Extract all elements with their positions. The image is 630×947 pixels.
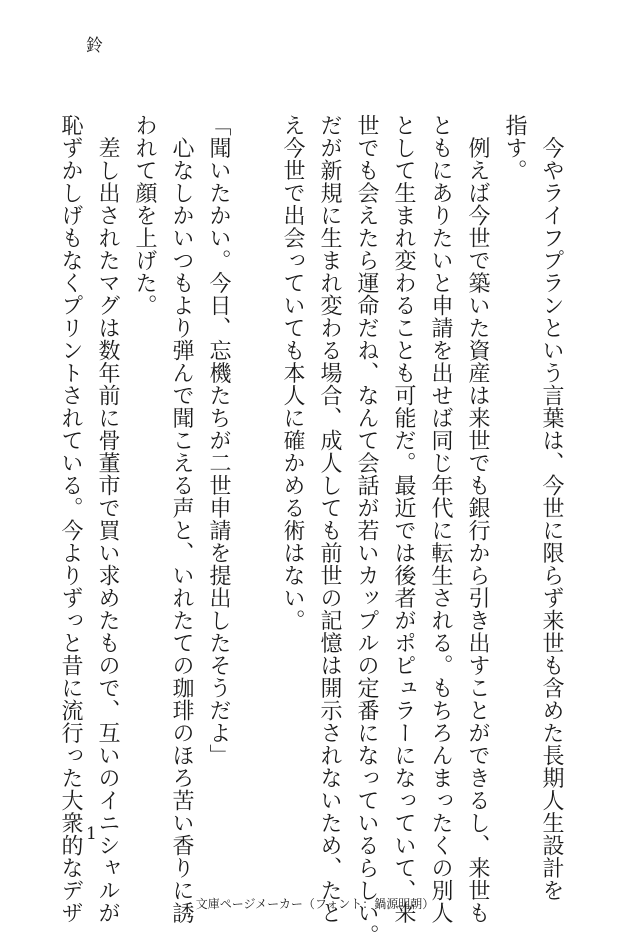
text-column: 世でも会えたら運命だね、なんて会話が若いカップルの定番になっているらしい。 bbox=[354, 114, 379, 947]
text-column: 今やライフプランという言葉は、今世に限らず来世も含めた長期人生設計を bbox=[539, 114, 564, 902]
text-column: だが新規に生まれ変わる場合、成人しても前世の記憶は開示されないため、たと bbox=[317, 114, 342, 924]
page-number: 1 bbox=[86, 824, 97, 844]
footer-credit: 文庫ページメーカー（フォント：鍋源明朝） bbox=[195, 897, 435, 911]
blank-column bbox=[237, 114, 274, 790]
text-column: 例えば今世で築いた資産は来世でも銀行から引き出すことができるし、来世も bbox=[465, 114, 490, 924]
text-column: 差し出されたマグは数年前に骨董市で買い求めたもので、互いのイニシャルが bbox=[95, 114, 120, 924]
text-column: ともにありたいと申請を出せば同じ年代に転生される。もちろんまったくの別人 bbox=[428, 114, 453, 924]
author-name: 鈴 bbox=[86, 36, 103, 56]
text-column: え今世で出会っていても本人に確かめる術はない。 bbox=[280, 114, 305, 632]
text-column: 指す。 bbox=[502, 114, 527, 182]
text-column: われて顔を上げた。 bbox=[132, 114, 157, 317]
text-column: として生まれ変わることも可能だ。最近では後者がポピュラーになっていて、来 bbox=[391, 114, 416, 924]
text-column: 恥ずかしげもなくプリントされている。今よりずっと昔に流行った大衆的なデザ bbox=[58, 114, 83, 924]
text-column: 「聞いたかい。今日、忘機たちが二世申請を提出したそうだよ」 bbox=[206, 114, 231, 767]
text-column: 心なしかいつもより弾んで聞こえる声と、いれたての珈琲のほろ苦い香りに誘 bbox=[169, 114, 194, 924]
